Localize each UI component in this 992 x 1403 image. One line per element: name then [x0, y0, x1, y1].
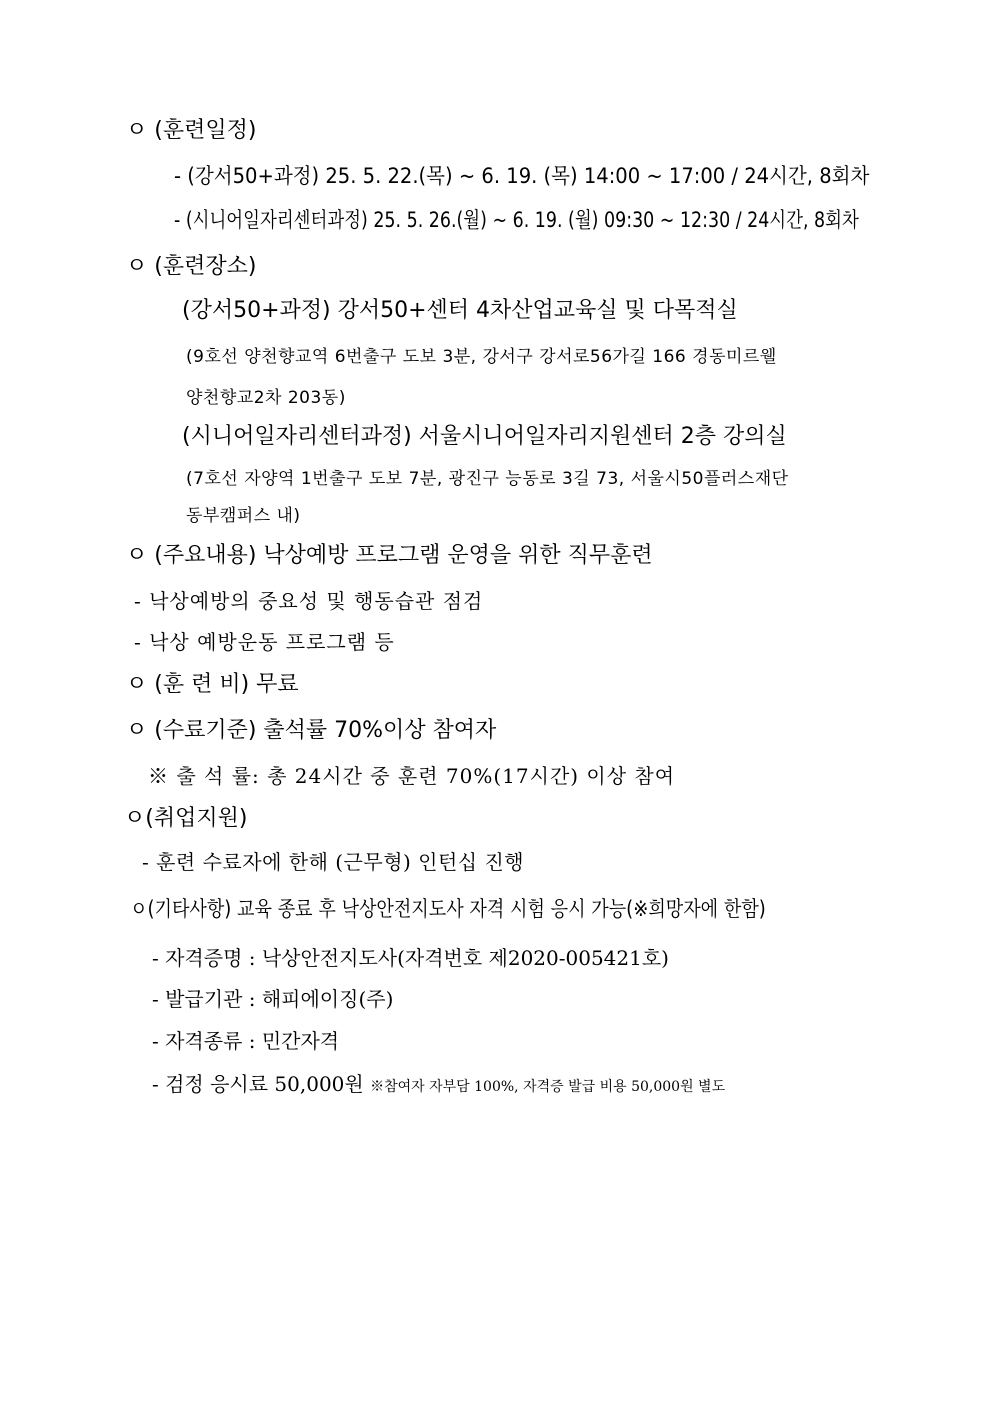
location-gangseo-address-line1: [186, 349, 777, 366]
location-gangseo-address-line1-text: (9호선 양천향교역 6번출구 도보 3분, 강서구 강서로56가길 166 경동미르웰: [186, 347, 777, 367]
location-gangseo-title: [182, 300, 738, 322]
schedule-heading: [126, 120, 256, 142]
content-item-exercise-text: - 낙상 예방운동 프로그램 등: [134, 630, 395, 654]
other-exam-fee-text: - 검정 응시료 50,000원: [152, 1072, 364, 1096]
other-cert-name: [152, 948, 669, 968]
location-senior-title-text: (시니어일자리센터과정) 서울시니어일자리지원센터 2층 강의실: [182, 424, 787, 449]
employment-item-internship: [142, 852, 524, 872]
content-heading: [126, 545, 653, 567]
fee-heading-text: ㅇ (훈 련 비) 무료: [126, 672, 299, 697]
completion-heading: [126, 720, 496, 742]
location-senior-address-line2-text: 동부캠퍼스 내): [186, 506, 301, 526]
other-cert-type-text: - 자격종류 : 민간자격: [152, 1029, 340, 1053]
other-issuer-text: - 발급기관 : 해피에이징(주): [152, 987, 394, 1011]
schedule-item-senior: [174, 210, 992, 231]
other-heading-text: ㅇ(기타사항) 교육 종료 후 낙상안전지도사 자격 시험 응시 가능(※희망자에 한함): [130, 897, 766, 921]
other-cert-type: [152, 1031, 339, 1051]
location-gangseo-address-line2-text: 양천향교2차 203동): [186, 388, 346, 408]
employment-item-internship-text: - 훈련 수료자에 한해 (근무형) 인턴십 진행: [142, 850, 525, 874]
location-heading-text: ㅇ (훈련장소): [126, 254, 257, 279]
completion-note: [148, 766, 675, 786]
schedule-item-gangseo-text: - (강서50+과정) 25. 5. 22.(목) ~ 6. 19. (목) 14:00 ~ 17:00 / 24시간, 8회차: [174, 164, 870, 188]
content-heading-text: ㅇ (주요내용) 낙상예방 프로그램 운영을 위한 직무훈련: [126, 543, 653, 568]
other-issuer: [152, 989, 393, 1009]
other-exam-fee-note: ※참여자 자부담 100%, 자격증 발급 비용 50,000원 별도: [370, 1079, 726, 1095]
location-gangseo-title-text: (강서50+과정) 강서50+센터 4차산업교육실 및 다목적실: [182, 298, 738, 323]
employment-heading: [124, 808, 247, 830]
location-senior-address-line1-text: (7호선 자양역 1번출구 도보 7분, 광진구 능동로 3길 73, 서울시50플러스재단: [186, 469, 789, 489]
schedule-heading-text: ㅇ (훈련일정): [126, 118, 257, 143]
location-senior-title: [182, 426, 787, 448]
location-senior-address-line1: [186, 471, 789, 488]
schedule-item-senior-text: - (시니어일자리센터과정) 25. 5. 26.(월) ~ 6. 19. (월) 09:30 ~ 12:30 / 24시간, 8회차: [174, 208, 859, 232]
completion-note-text: ※ 출 석 률: 총 24시간 중 훈련 70%(17시간) 이상 참여: [148, 764, 676, 788]
location-senior-address-line2: [186, 508, 301, 525]
completion-heading-text: ㅇ (수료기준) 출석률 70%이상 참여자: [126, 718, 497, 743]
schedule-item-gangseo: [174, 166, 922, 187]
location-gangseo-address-line2: [186, 390, 346, 407]
location-heading: [126, 256, 256, 278]
content-item-importance: [134, 591, 483, 611]
employment-heading-text: ㅇ(취업지원): [124, 806, 248, 831]
content-item-importance-text: - 낙상예방의 중요성 및 행동습관 점검: [134, 589, 484, 613]
content-item-exercise: [134, 632, 395, 652]
other-heading: [130, 899, 869, 920]
fee-heading: [126, 674, 299, 696]
other-exam-fee: [152, 1074, 725, 1094]
other-cert-name-text: - 자격증명 : 낙상안전지도사(자격번호 제2020-005421호): [152, 946, 669, 970]
